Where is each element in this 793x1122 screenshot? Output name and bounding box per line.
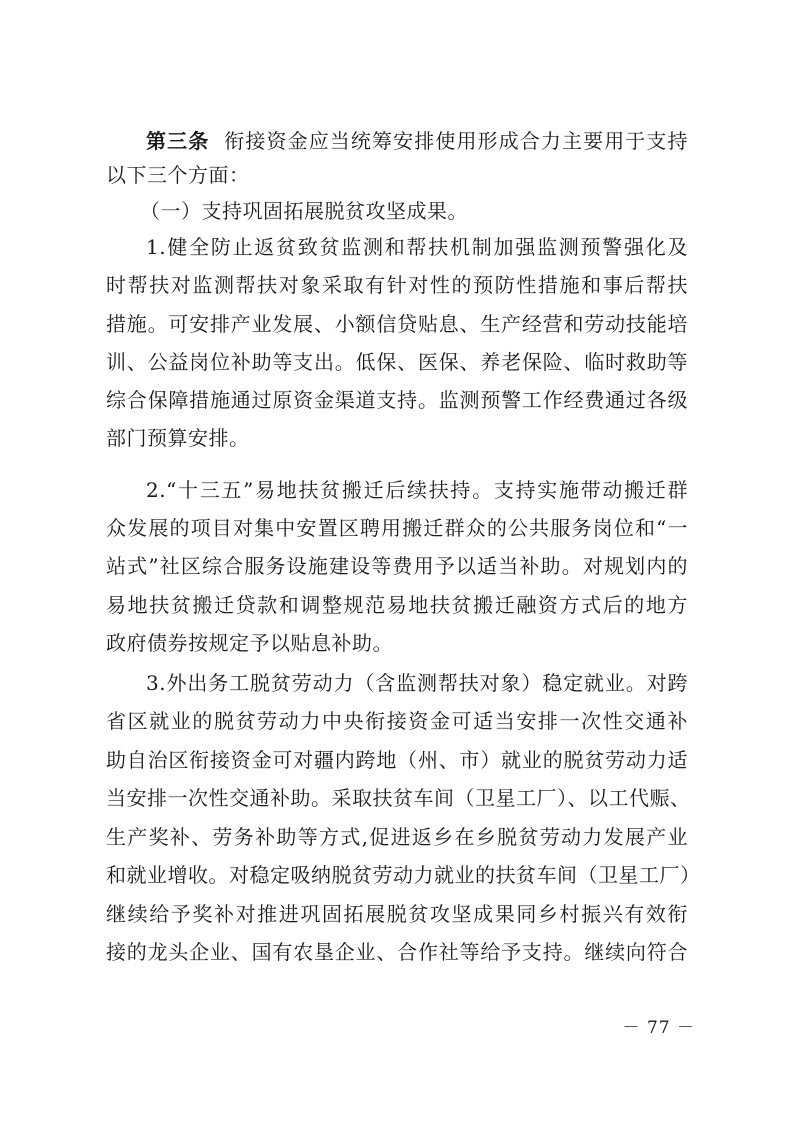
item3-line-8: 接的龙头企业、国有农垦企业、合作社等给予支持。继续向符合: [106, 940, 688, 964]
item1-line-1: 1.健全防止返贫致贫监测和帮扶机制加强监测预警强化及: [146, 235, 688, 259]
article-text: 衔接资金应当统筹安排使用形成合力主要用于支持: [224, 129, 689, 153]
item3-line-1: 3.外出务工脱贫劳动力（含监测帮扶对象）稳定就业。对跨: [146, 671, 688, 695]
item2-line-3: 站式”社区综合服务设施建设等费用予以适当补助。对规划内的: [106, 554, 688, 578]
item3-line-7: 继续给予奖补对推进巩固拓展脱贫攻坚成果同乡村振兴有效衔: [106, 902, 688, 926]
item3-line-6: 和就业增收。对稳定吸纳脱贫劳动力就业的扶贫车间（卫星工厂）: [106, 863, 701, 887]
item2-line-4: 易地扶贫搬迁贷款和调整规范易地扶贫搬迁融资方式后的地方: [106, 593, 688, 617]
item3-line-2: 省区就业的脱贫劳动力中央衔接资金可适当安排一次性交通补: [106, 709, 688, 733]
item1-line-5: 综合保障措施通过原资金渠道支持。监测预警工作经费通过各级: [106, 388, 688, 412]
page-number: － 77 －: [622, 1018, 695, 1038]
item2-line-2: 众发展的项目对集中安置区聘用搬迁群众的公共服务岗位和“一: [106, 516, 688, 540]
item2-line-5: 政府债券按规定予以贴息补助。: [106, 631, 393, 655]
item1-line-3: 措施。可安排产业发展、小额信贷贴息、生产经营和劳动技能培: [106, 312, 688, 336]
article-line-2: 以下三个方面：: [106, 163, 250, 187]
item1-line-2: 时帮扶对监测帮扶对象采取有针对性的预防性措施和事后帮扶: [106, 273, 688, 297]
item1-line-4: 训、公益岗位补助等支出。低保、医保、养老保险、临时救助等: [106, 350, 688, 374]
item1-line-6: 部门预算安排。: [106, 426, 250, 450]
item3-line-3: 助自治区衔接资金可对疆内跨地（州、市）就业的脱贫劳动力适: [106, 748, 688, 772]
section-title: （一）支持巩固拓展脱贫攻坚成果。: [140, 199, 468, 223]
item3-line-5: 生产奖补、劳务补助等方式,促进返乡在乡脱贫劳动力发展产业: [106, 825, 688, 849]
article-line-1: [146, 124, 688, 158]
item3-line-4: 当安排一次性交通补助。采取扶贫车间（卫星工厂）、以工代赈、: [106, 786, 691, 810]
item2-line-1: 2.“十三五”易地扶贫搬迁后续扶持。支持实施带动搬迁群: [146, 478, 688, 502]
article-heading: 第三条: [146, 129, 210, 153]
